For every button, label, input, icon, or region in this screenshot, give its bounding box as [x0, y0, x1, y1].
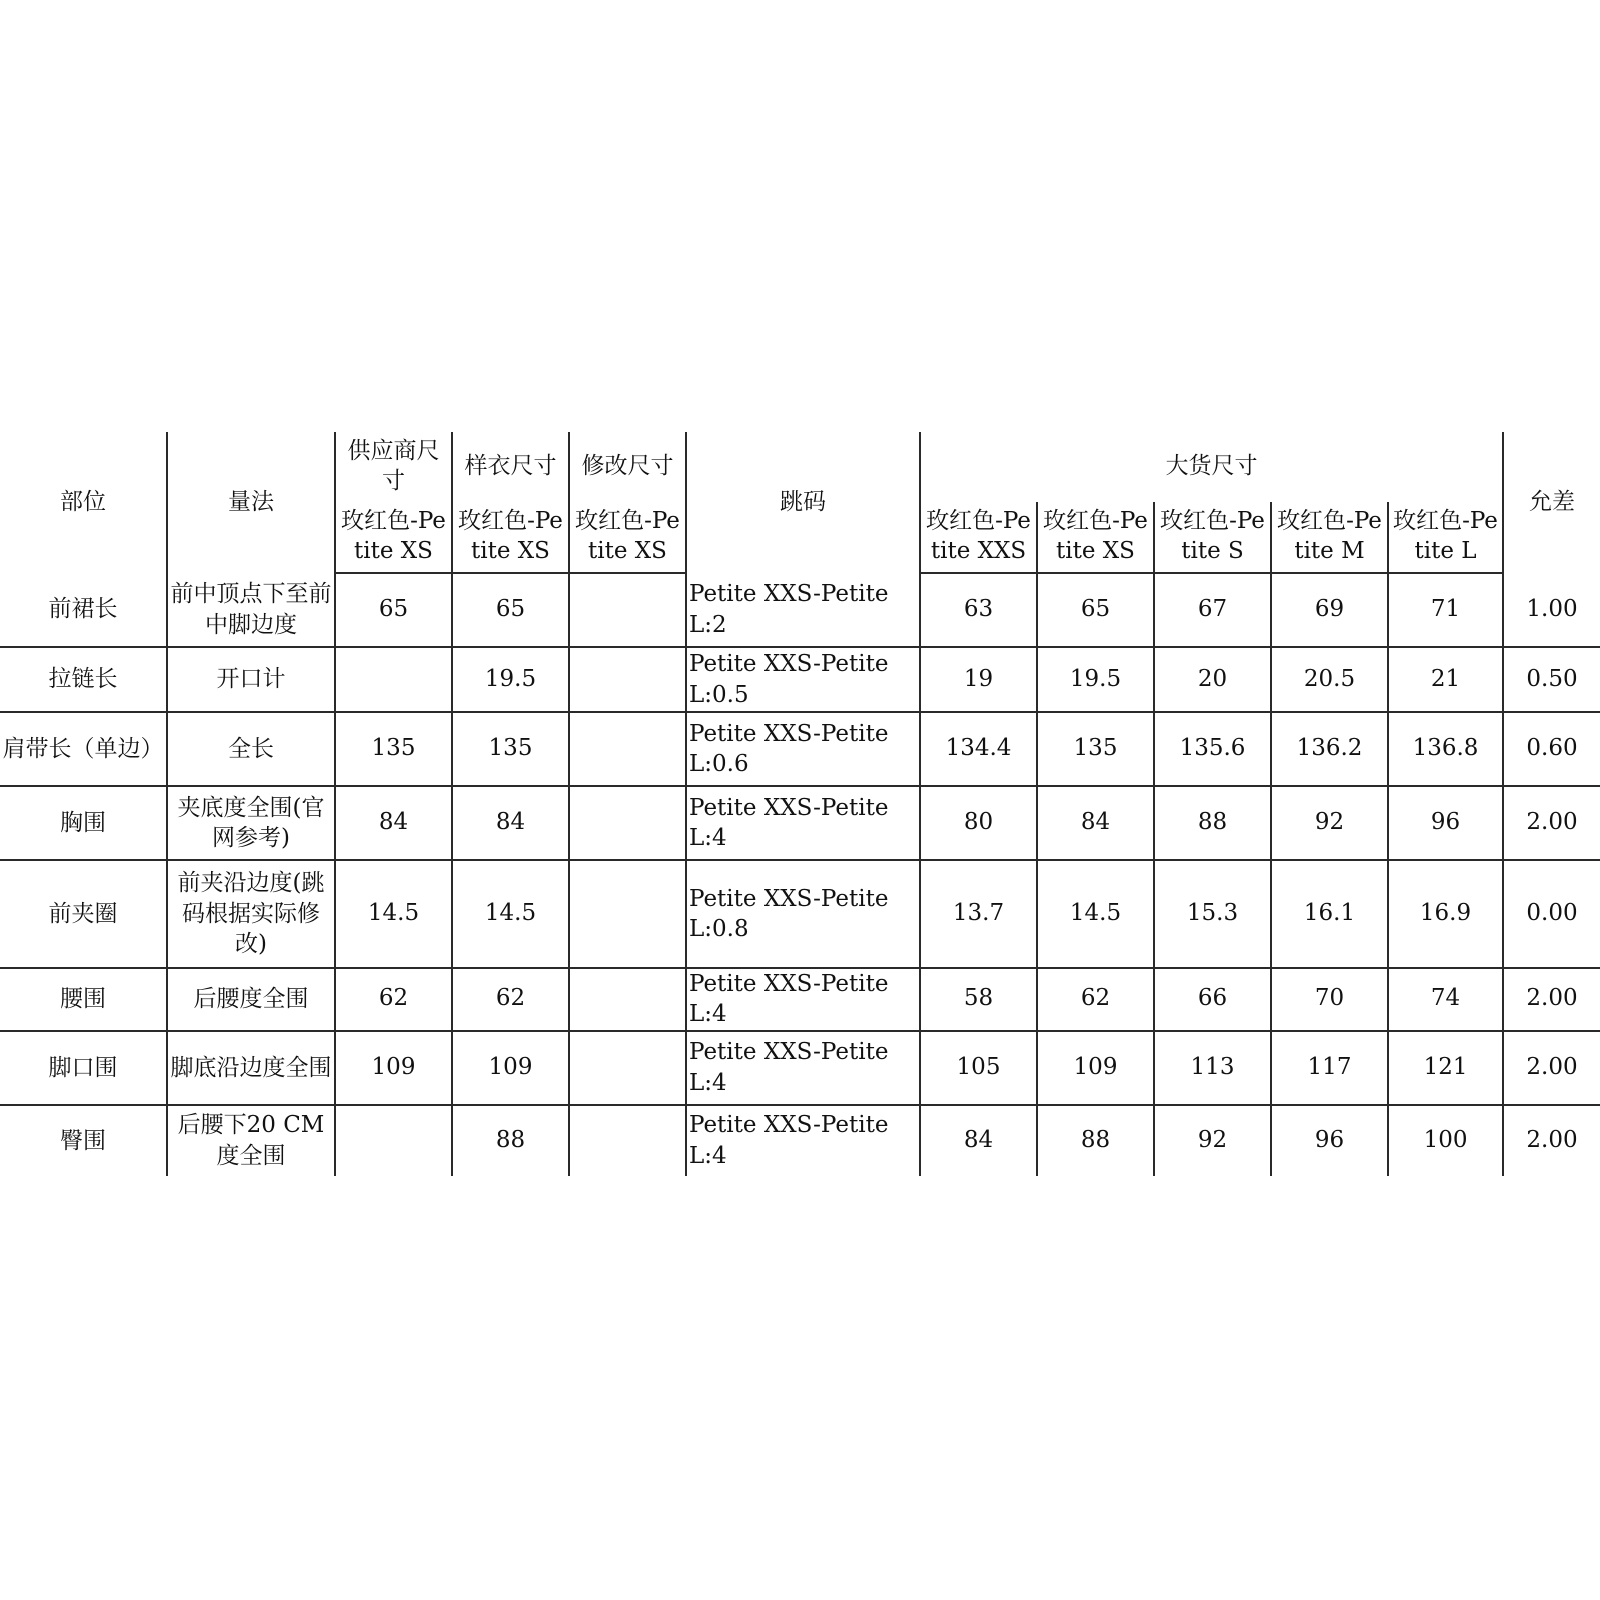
part-cell: 肩带长（单边）: [0, 712, 167, 786]
header-part: 部位: [60, 488, 106, 515]
method-cell: 夹底度全围(官网参考): [167, 786, 335, 860]
part-cell: 前夹圈: [0, 860, 167, 968]
supplier-size-cell: 62: [335, 968, 452, 1031]
grade-cell: Petite XXS-Petite L:4: [686, 1105, 920, 1176]
bulk-size-label: 玫红色-Petite XS: [1037, 502, 1154, 573]
bulk-size-cell: 134.4: [920, 712, 1037, 786]
header-grade: 跳码: [686, 432, 920, 573]
supplier-size-cell: [335, 1105, 452, 1176]
bulk-size-cell: 136.2: [1271, 712, 1388, 786]
bulk-size-cell: 20.5: [1271, 647, 1388, 712]
part-cell: 腰围: [0, 968, 167, 1031]
sample-size-cell: 109: [452, 1031, 569, 1105]
part-cell: 胸围: [0, 786, 167, 860]
header-supplier: 供应商尺寸: [335, 432, 452, 502]
grade-cell: Petite XXS-Petite L:4: [686, 968, 920, 1031]
sample-size-cell: 14.5: [452, 860, 569, 968]
sample-size-cell: 84: [452, 786, 569, 860]
revised-size-cell: [569, 1031, 686, 1105]
bulk-size-cell: 105: [920, 1031, 1037, 1105]
bulk-size-cell: 80: [920, 786, 1037, 860]
method-cell: 后腰度全围: [167, 968, 335, 1031]
bulk-size-cell: 67: [1154, 573, 1271, 647]
table-row: [0, 712, 1600, 786]
supplier-size-label: 玫红色-Petite XS: [335, 502, 452, 573]
supplier-size-cell: 65: [335, 573, 452, 647]
header-revised: 修改尺寸: [569, 432, 686, 502]
size-spec-sheet: [0, 432, 1600, 1176]
revised-size-cell: [569, 573, 686, 647]
tolerance-cell: 1.00: [1503, 573, 1600, 647]
tolerance-cell: 0.00: [1503, 860, 1600, 968]
table-row: [0, 647, 1600, 712]
bulk-size-cell: 65: [1037, 573, 1154, 647]
bulk-size-cell: 58: [920, 968, 1037, 1031]
sample-size-cell: 88: [452, 1105, 569, 1176]
bulk-size-cell: 96: [1388, 786, 1503, 860]
bulk-size-cell: 16.1: [1271, 860, 1388, 968]
bulk-size-cell: 19: [920, 647, 1037, 712]
supplier-size-cell: [335, 647, 452, 712]
bulk-size-cell: 88: [1154, 786, 1271, 860]
tolerance-cell: 0.60: [1503, 712, 1600, 786]
grade-cell: Petite XXS-Petite L:0.6: [686, 712, 920, 786]
bulk-size-cell: 100: [1388, 1105, 1503, 1176]
table-row: [0, 1105, 1600, 1176]
table-row: [0, 786, 1600, 860]
tolerance-cell: 2.00: [1503, 968, 1600, 1031]
bulk-size-cell: 62: [1037, 968, 1154, 1031]
table-header: [0, 432, 1600, 573]
bulk-size-label: 玫红色-Petite M: [1271, 502, 1388, 573]
bulk-size-cell: 16.9: [1388, 860, 1503, 968]
bulk-size-cell: 121: [1388, 1031, 1503, 1105]
part-cell: 臀围: [60, 1127, 106, 1154]
bulk-size-cell: 13.7: [920, 860, 1037, 968]
table-row: [0, 968, 1600, 1031]
bulk-size-cell: 21: [1388, 647, 1503, 712]
grade-cell: Petite XXS-Petite L:2: [686, 573, 920, 647]
revised-size-cell: [569, 860, 686, 968]
tolerance-cell: 2.00: [1503, 1031, 1600, 1105]
bulk-size-cell: 109: [1037, 1031, 1154, 1105]
bulk-size-cell: 117: [1271, 1031, 1388, 1105]
header-method: 量法: [167, 432, 335, 573]
method-cell: 后腰下20 CM度全围: [167, 1105, 335, 1176]
grade-cell: Petite XXS-Petite L:0.5: [686, 647, 920, 712]
grade-cell: Petite XXS-Petite L:0.8: [686, 860, 920, 968]
revised-size-cell: [569, 647, 686, 712]
grade-cell: Petite XXS-Petite L:4: [686, 786, 920, 860]
bulk-size-cell: 74: [1388, 968, 1503, 1031]
revised-size-cell: [569, 968, 686, 1031]
sample-size-cell: 19.5: [452, 647, 569, 712]
size-spec-table: [0, 432, 1600, 1176]
bulk-size-cell: 88: [1037, 1105, 1154, 1176]
part-cell: 前裙长: [0, 573, 167, 647]
bulk-size-cell: 84: [920, 1105, 1037, 1176]
bulk-size-cell: 66: [1154, 968, 1271, 1031]
bulk-size-label: 玫红色-Petite S: [1154, 502, 1271, 573]
bulk-size-cell: 15.3: [1154, 860, 1271, 968]
bulk-size-cell: 136.8: [1388, 712, 1503, 786]
tolerance-cell: 2.00: [1503, 786, 1600, 860]
method-cell: 脚底沿边度全围: [167, 1031, 335, 1105]
sample-size-label: 玫红色-Petite XS: [452, 502, 569, 573]
bulk-size-cell: 96: [1271, 1105, 1388, 1176]
header-sample: 样衣尺寸: [452, 432, 569, 502]
supplier-size-cell: 135: [335, 712, 452, 786]
bulk-size-cell: 71: [1388, 573, 1503, 647]
revised-size-label: 玫红色-Petite XS: [569, 502, 686, 573]
bulk-size-cell: 135.6: [1154, 712, 1271, 786]
revised-size-cell: [569, 712, 686, 786]
tolerance-cell: 0.50: [1503, 647, 1600, 712]
bulk-size-cell: 70: [1271, 968, 1388, 1031]
method-cell: 前中顶点下至前中脚边度: [167, 573, 335, 647]
bulk-size-cell: 84: [1037, 786, 1154, 860]
revised-size-cell: [569, 786, 686, 860]
table-row: [0, 573, 1600, 647]
sample-size-cell: 65: [452, 573, 569, 647]
bulk-size-cell: 19.5: [1037, 647, 1154, 712]
bulk-size-cell: 135: [1037, 712, 1154, 786]
method-cell: 前夹沿边度(跳码根据实际修改): [167, 860, 335, 968]
bulk-size-cell: 69: [1271, 573, 1388, 647]
bulk-size-label: 玫红色-Petite L: [1388, 502, 1503, 573]
table-row: [0, 860, 1600, 968]
bulk-size-cell: 14.5: [1037, 860, 1154, 968]
supplier-size-cell: 14.5: [335, 860, 452, 968]
supplier-size-cell: 109: [335, 1031, 452, 1105]
header-bulk: 大货尺寸: [920, 432, 1503, 502]
bulk-size-cell: 92: [1271, 786, 1388, 860]
table-row: [0, 1031, 1600, 1105]
sample-size-cell: 62: [452, 968, 569, 1031]
method-cell: 全长: [167, 712, 335, 786]
header-tolerance: 允差: [1503, 432, 1600, 573]
bulk-size-cell: 113: [1154, 1031, 1271, 1105]
table-body: [0, 573, 1600, 1176]
bulk-size-label: 玫红色-Petite XXS: [920, 502, 1037, 573]
sample-size-cell: 135: [452, 712, 569, 786]
grade-cell: Petite XXS-Petite L:4: [686, 1031, 920, 1105]
method-cell: 开口计: [167, 647, 335, 712]
revised-size-cell: [569, 1105, 686, 1176]
part-cell: 脚口围: [0, 1031, 167, 1105]
part-cell: 拉链长: [0, 647, 167, 712]
tolerance-cell: 2.00: [1503, 1105, 1600, 1176]
bulk-size-cell: 63: [920, 573, 1037, 647]
bulk-size-cell: 92: [1154, 1105, 1271, 1176]
supplier-size-cell: 84: [335, 786, 452, 860]
bulk-size-cell: 20: [1154, 647, 1271, 712]
